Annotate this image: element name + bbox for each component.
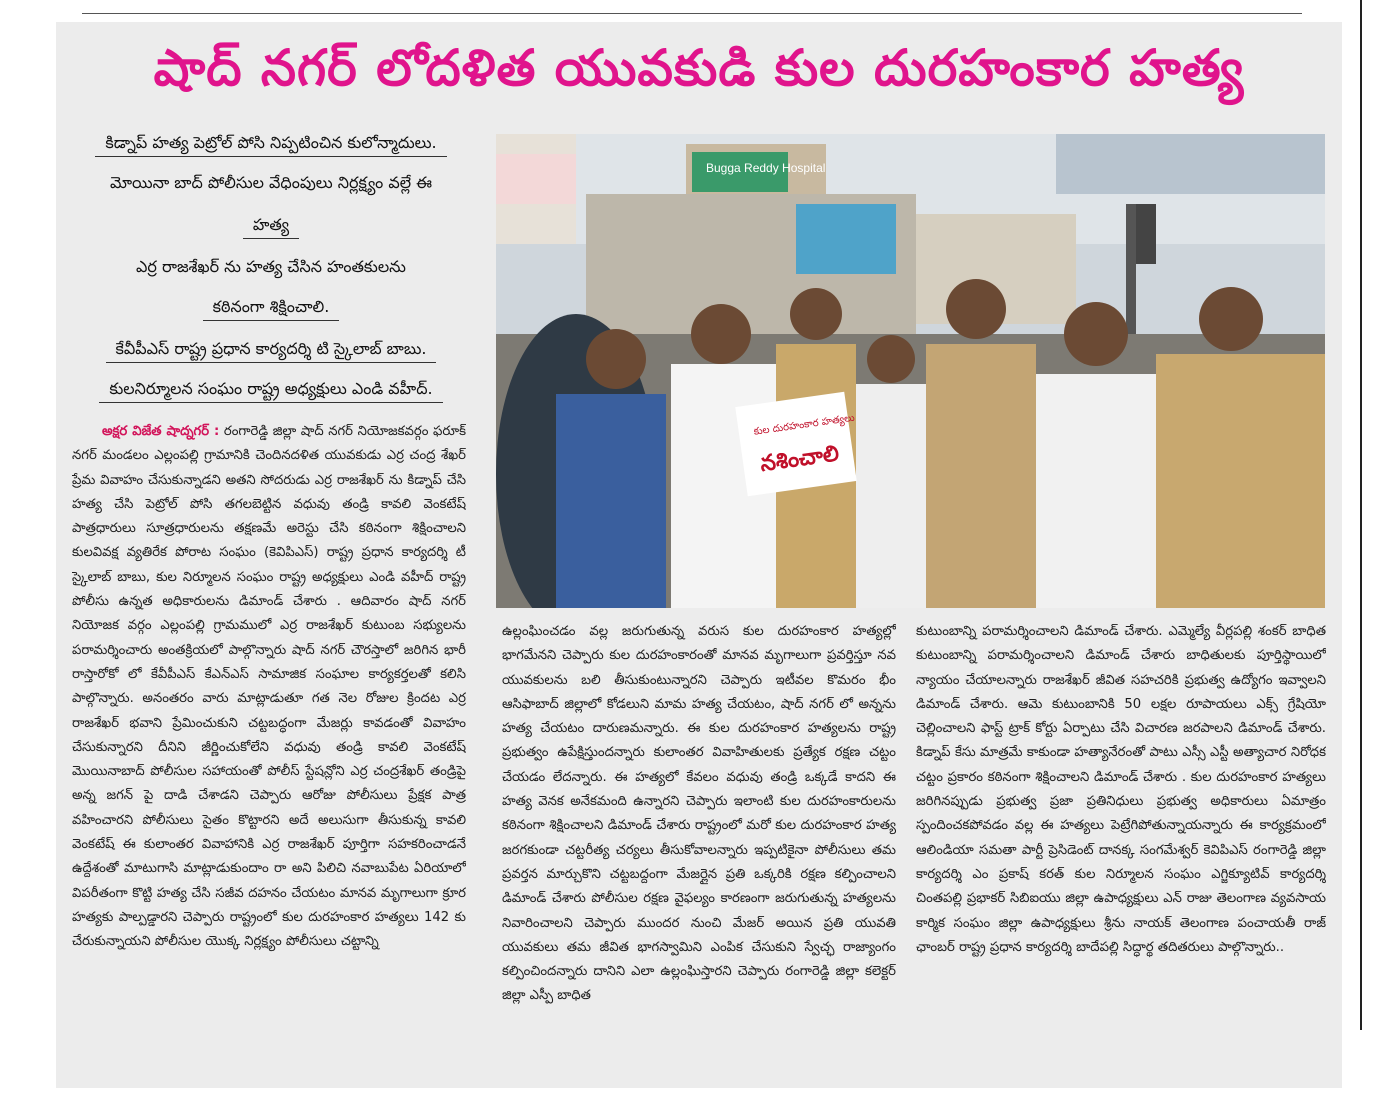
svg-text:Bugga Reddy Hospital: Bugga Reddy Hospital bbox=[706, 161, 826, 175]
protest-photo-illustration bbox=[496, 134, 1325, 608]
headline: షాద్ నగర్ లోదళిత యువకుడి కుల దురహంకార హత్య bbox=[153, 39, 1245, 97]
newspaper-page bbox=[56, 22, 1342, 1088]
subhead-1: కిడ్నాప్ హత్య పెట్రోల్ పోసి నిప్పటించిన కులోన్మాదులు. bbox=[72, 132, 470, 157]
article-column-2 bbox=[502, 620, 896, 1082]
right-rule bbox=[1360, 0, 1362, 1030]
article-column-1 bbox=[72, 420, 466, 1082]
column-3-text: కుటుంబాన్ని పరామర్శించాలని డిమాండ్ చేశారు. ఎమ్మెల్యే వీర్లపల్లి శంకర్ బాధిత కుటుంబాన్ని పరామర్శించాలని డిమాండ్ చేశారు బాధితులకు పూర్తిస్థాయిలో న్యాయం చేయాలన్నారు రాజశేఖర్ జీవిత సహచరికి ప్రభుత్వ ఉద్యోగం ఇవ్వాలని డిమాండ్ చేశారు. ఆమె కుటుంబానికి 50 లక్షల రూపాయలు ఎక్స్ గ్రేషియో చెల్లించాలని ఫాస్ట్ ట్రాక్ కోర్టు ఏర్పాటు చేసి విచారణ జరపాలని డిమాండ్ చేశారు. కిడ్నాప్ కేసు మాత్రమే కాకుండా హత్యానేరంతో పాటు ఎస్సీ ఎస్టీ అత్యాచార నిరోధక చట్టం ప్రకారం కఠినంగా శిక్షించాలని డిమాండ్ చేశారు . కుల దురహంకార హత్యలు జరిగినప్పుడు ప్రభుత్వ ప్రజా ప్రతినిధులు ప్రభుత్వ అధికారులు ఏమాత్రం స్పందించకపోవడం వల్ల ఈ హత్యలు పెట్రేగిపోతున్నాయన్నారు ఈ కార్యక్రమంలో ఆలిండియా సమతా పార్టీ ప్రెసిడెంట్ దానక్క సంగమేశ్వర్ కెవిపిఎస్ రంగారెడ్డి జిల్లా కార్యదర్శి ఎం ప్రకాష్ కరత్ కుల నిర్మూలన సంఘం ఎగ్జిక్యూటివ్ కార్యదర్శి చింతపల్లి ప్రభాకర్ సిబిఐయు జిల్లా ఉపాధ్యక్షులు ఎన్ రాజు తెలంగాణ వ్యవసాయ కార్మిక సంఘం జిల్లా ఉపాధ్యక్షులు శ్రీను నాయక్ తెలంగాణ పంచాయతీ రాజ్ ఛాంబర్ రాష్ట్ర ప్రధాన కార్యదర్శి బాదేపల్లి సిద్ధార్థ తదితరులు పాల్గొన్నారు.. bbox=[916, 624, 1326, 955]
article-column-3 bbox=[916, 620, 1326, 1082]
subhead-3: హత్య bbox=[72, 214, 470, 239]
svg-text:నశించాలి: నశించాలి bbox=[758, 441, 841, 478]
news-photo bbox=[496, 134, 1325, 608]
column-1-text: రంగారెడ్డి జిల్లా షాద్ నగర్ నియోజకవర్గం ఫరూక్ నగర్ మండలం ఎల్లంపల్లి గ్రామానికి చెందినదళిత యువకుడు ఎర్ర చంద్ర శేఖర్ ప్రేమ వివాహం చేసుకున్నాడని అతని సోదరుడు ఎర్ర రాజశేఖర్ ను కిడ్నాప్ చేసి హత్య చేసి పెట్రోల్ పోసి తగలబెట్టిన వధువు తండ్రి కావలి వెంకటేష్ పాత్రధారులు సూత్రధారులను తక్షణమే అరెస్టు చేసి కఠినంగా శిక్షించాలని కులవివక్ష వ్యతిరేక పోరాట సంఘం (కెవిపిఎస్) రాష్ట్ర ప్రధాన కార్యదర్శి టీ స్కైలాబ్ బాబు, కుల నిర్మూలన సంఘం రాష్ట్ర అధ్యక్షులు ఎండి వహీద్ రాష్ట్ర పోలీసు ఉన్నత అధికారులను డిమాండ్ చేశారు . ఆదివారం షాద్ నగర్ నియోజక వర్గం ఎల్లంపల్లి గ్రామములో ఎర్ర రాజశేఖర్ కుటుంబ సభ్యులను పరామర్శించారు అంతక్రియలో పాల్గొన్నారు షాద్ నగర్ చౌరస్తాలో జరిగిన భారీ రాస్తారోకో లో కేవీపీఎస్ కేఎన్ఎస్ సామాజిక సంఘాల కార్యకర్తలతో కలిసి పాల్గొన్నారు. అనంతరం వారు మాట్లాడుతూ గత నెల రోజుల క్రిందట ఎర్ర రాజశేఖర్ భవాని ప్రేమించుకుని చట్టబద్ధంగా మేజర్లు కావడంతో వివాహం చేసుకున్నారని దీనిని జీర్ణించుకోలేని వధువు తండ్రి కావలి వెంకటేష్ మొయినాబాద్ పోలీసుల సహాయంతో పోలీస్ స్టేషన్లోని ఎర్ర చంద్రశేఖర్ తండ్రిపై అన్న జగన్ పై దాడి చేశాడని చెప్పారు ఆరోజు పోలీసులు ప్రేక్షక పాత్ర వహించారని పోలీసులు సైతం కొట్టారని అదే అలుసుగా తీసుకున్న కావలి వెంకటేష్ ఈ కులాంతర వివాహానికి ఎర్ర రాజశేఖర్ పూర్తిగా సహకరించాడనే ఉద్దేశంతో మాటుగాసి మాట్లాడుకుందాం రా అని పిలిచి నవాబుపేట ఏరియాలో విపరీతంగా కొట్టి హత్య చేసి సజీవ దహనం చేయటం మానవ మృగాలుగా క్రూర హత్యకు పాల్పడ్డారని చెప్పారు రాష్ట్రంలో కుల దురహంకార హత్యలు 142 కు చేరుకున్నాయని పోలీసుల యొక్క నిర్లక్ష్యం పోలీసులు చట్టాన్ని bbox=[72, 424, 466, 950]
subhead-2: మోయినా బాద్ పోలీసుల వేధింపులు నిర్లక్ష్యం వల్లే ఈ bbox=[109, 173, 433, 192]
byline: అక్షర విజేత షాద్నగర్ : bbox=[102, 424, 220, 439]
subhead-4: ఎర్ర రాజశేఖర్ ను హత్య చేసిన హంతకులను bbox=[136, 257, 406, 276]
top-rule bbox=[82, 13, 1302, 14]
subhead-5: కఠినంగా శిక్షించాలి. bbox=[72, 296, 470, 321]
svg-text:కుల దురహంకార హత్యలు: కుల దురహంకార హత్యలు bbox=[753, 412, 856, 438]
subhead-6: కేవీపీఎస్ రాష్ట్ర ప్రధాన కార్యదర్శి టి స్కైలాబ్ బాబు. bbox=[72, 338, 470, 363]
column-2-text: ఉల్లంఘించడం వల్ల జరుగుతున్న వరుస కుల దురహంకార హత్యల్లో భాగమేనని చెప్పారు కుల దురహంకారంతో మానవ మృగాలుగా ప్రవర్తిస్తూ నవ యువకులను బలి తీసుకుంటున్నారని చెప్పారు ఇటీవల కొమరం భీం ఆసిఫాబాద్ జిల్లాలో కోడలుని మామ హత్య చేయటం, షాద్ నగర్ లో అన్నను హత్య చేయటం దారుణమన్నారు. ఈ కుల దురహంకార హత్యలను రాష్ట్ర ప్రభుత్వం ఉపేక్షిస్తుందన్నారు కులాంతర వివాహితులకు ప్రత్యేక రక్షణ చట్టం చేయడం లేదన్నారు. ఈ హత్యలో కేవలం వధువు తండ్రి ఒక్కడే కాదని ఈ హత్య వెనక అనేకమంది ఉన్నారని చెప్పారు ఇలాంటి కుల దురహంకారులను కఠినంగా శిక్షించాలని డిమాండ్ చేశారు రాష్ట్రంలో మరో కుల దురహంకార హత్య జరగకుండా చట్టరీత్య చర్యలు తీసుకోవాలన్నారు ఇప్పటికైనా పోలీసులు తమ ప్రవర్తన మార్చుకొని చట్టబద్దంగా మేజర్లైన ప్రతి ఒక్కరికి రక్షణ కల్పించాలని డిమాండ్ చేశారు పోలీసుల రక్షణ వైఫల్యం కారణంగా జరుగుతున్న హత్యలను నివారించాలని చెప్పారు ముందర నుంచి మేజర్ అయిన ప్రతి యువతి యువకులు తమ జీవిత భాగస్వామిని ఎంపిక చేసుకుని స్వేచ్ఛ రాజ్యాంగం కల్పించిందన్నారు దానిని ఎలా ఉల్లంఘిస్తారని చెప్పారు రంగారెడ్డి జిల్లా కలెక్టర్ జిల్లా ఎస్పీ బాధిత bbox=[502, 624, 896, 1004]
subhead-7: కులనిర్మూలన సంఘం రాష్ట్ర అధ్యక్షులు ఎండి వహీద్. bbox=[72, 378, 470, 403]
